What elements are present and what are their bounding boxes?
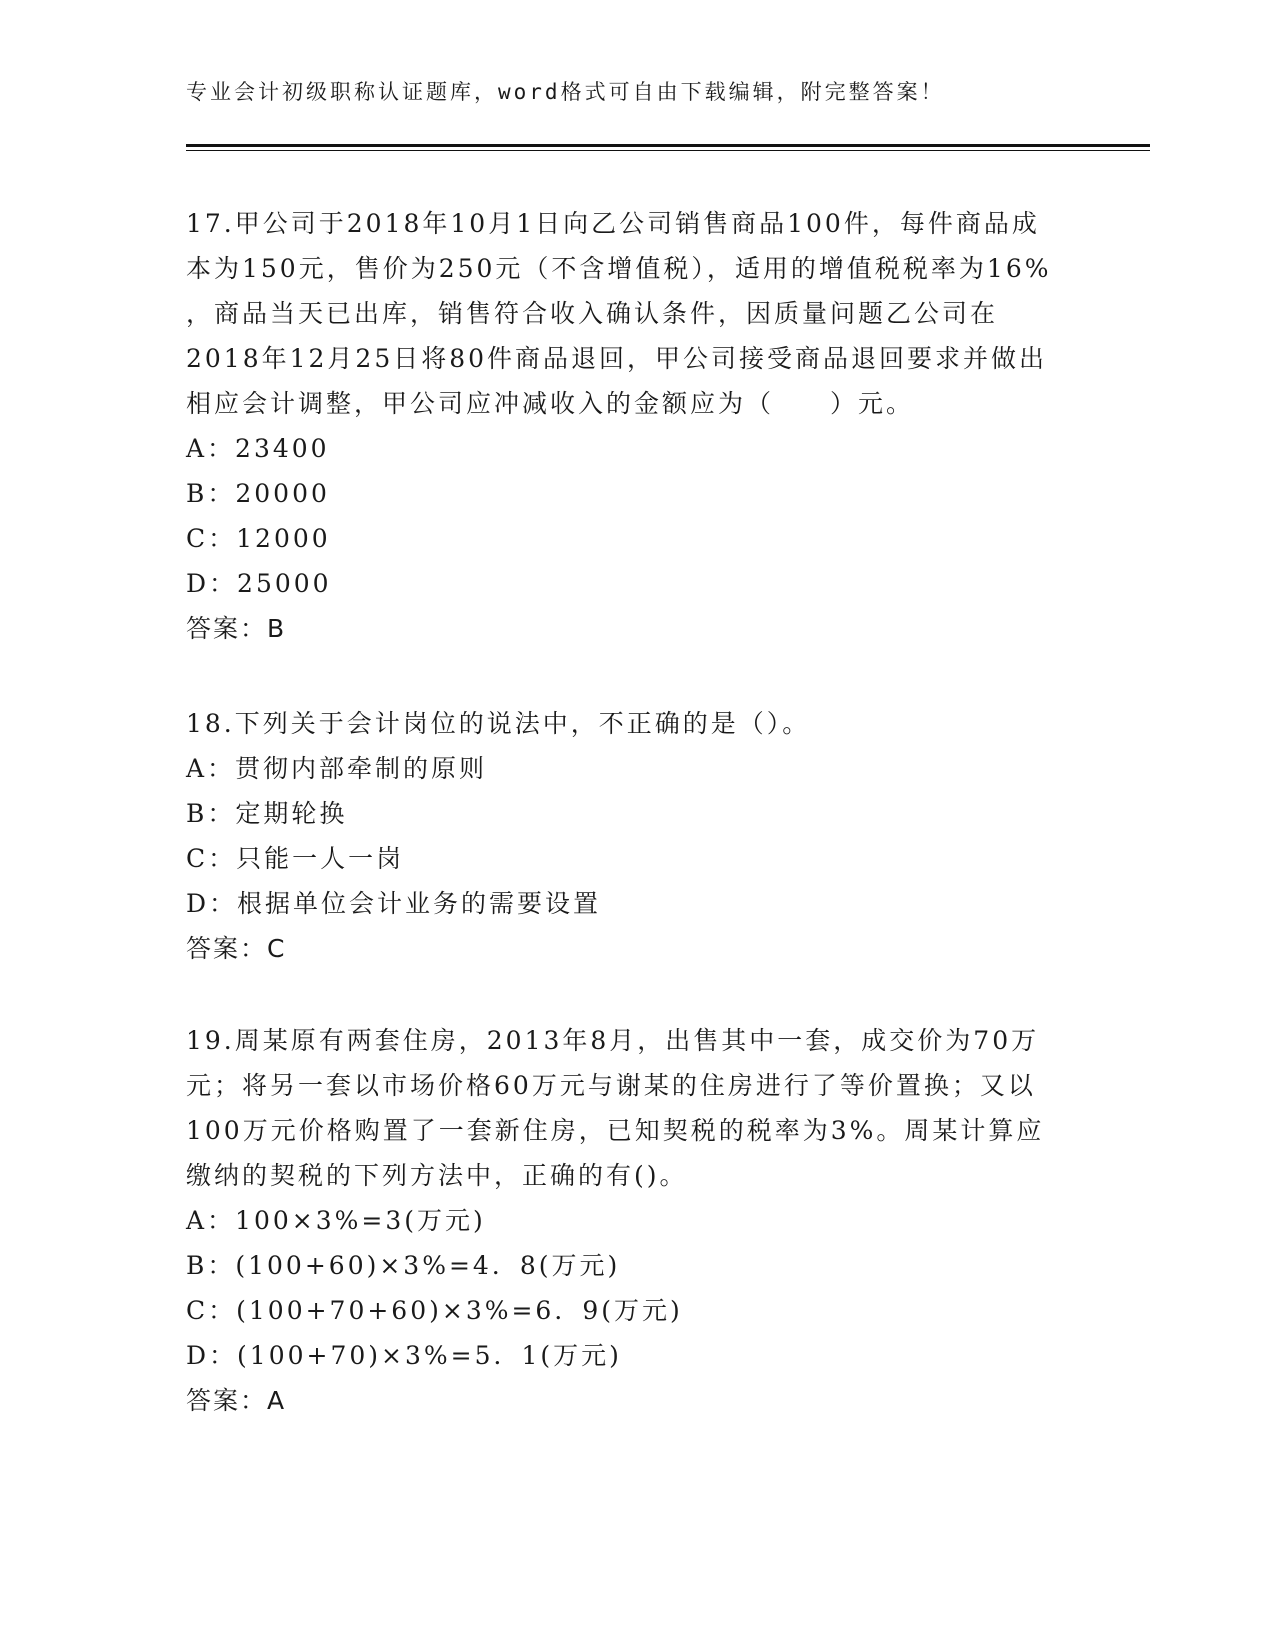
question-stem-line: 相应会计调整，甲公司应冲减收入的金额应为（ ）元。 — [186, 389, 915, 418]
option-b: B：定期轮换 — [186, 799, 348, 828]
question-stem-line: 18.下列关于会计岗位的说法中，不正确的是（）。 — [186, 709, 811, 738]
question-stem-line: 19.周某原有两套住房，2013年8月，出售其中一套，成交价为70万 — [186, 1026, 1040, 1055]
question-stem-line: 本为150元，售价为250元（不含增值税），适用的增值税税率为16% — [186, 254, 1052, 283]
option-d: D：(100+70)×3%=5．1(万元) — [186, 1341, 622, 1370]
option-c: C：只能一人一岗 — [186, 844, 405, 873]
option-b: B：(100+60)×3%=4．8(万元) — [186, 1251, 621, 1280]
option-d: D：25000 — [186, 569, 332, 598]
question-stem-line: ，商品当天已出库，销售符合收入确认条件，因质量问题乙公司在 — [186, 299, 999, 328]
option-a: A：100×3%=3(万元) — [186, 1206, 486, 1235]
question-stem-line: 缴纳的契税的下列方法中，正确的有()。 — [186, 1161, 688, 1190]
question-stem-line: 元；将另一套以市场价格60万元与谢某的住房进行了等价置换；又以 — [186, 1071, 1036, 1100]
option-b: B：20000 — [186, 479, 330, 508]
question-17 — [186, 201, 1086, 651]
answer-line: 答案：C — [186, 934, 287, 963]
answer-line: 答案：B — [186, 614, 287, 643]
question-19 — [186, 1018, 1086, 1423]
answer-line: 答案：A — [186, 1386, 287, 1415]
option-d: D：根据单位会计业务的需要设置 — [186, 889, 602, 918]
option-c: C：12000 — [186, 524, 331, 553]
question-stem-line: 17.甲公司于2018年10月1日向乙公司销售商品100件，每件商品成 — [186, 209, 1040, 238]
option-a: A：23400 — [186, 434, 330, 463]
question-18 — [186, 701, 1086, 971]
header-divider-thin — [186, 150, 1150, 151]
page-header: 专业会计初级职称认证题库，word格式可自由下载编辑，附完整答案！ — [186, 80, 945, 104]
option-a: A：贯彻内部牵制的原则 — [186, 754, 488, 783]
question-stem-line: 100万元价格购置了一套新住房，已知契税的税率为3%。周某计算应 — [186, 1116, 1045, 1145]
header-divider-thick — [186, 144, 1150, 147]
option-c: C：(100+70+60)×3%=6．9(万元) — [186, 1296, 683, 1325]
question-stem-line: 2018年12月25日将80件商品退回，甲公司接受商品退回要求并做出 — [186, 344, 1048, 373]
